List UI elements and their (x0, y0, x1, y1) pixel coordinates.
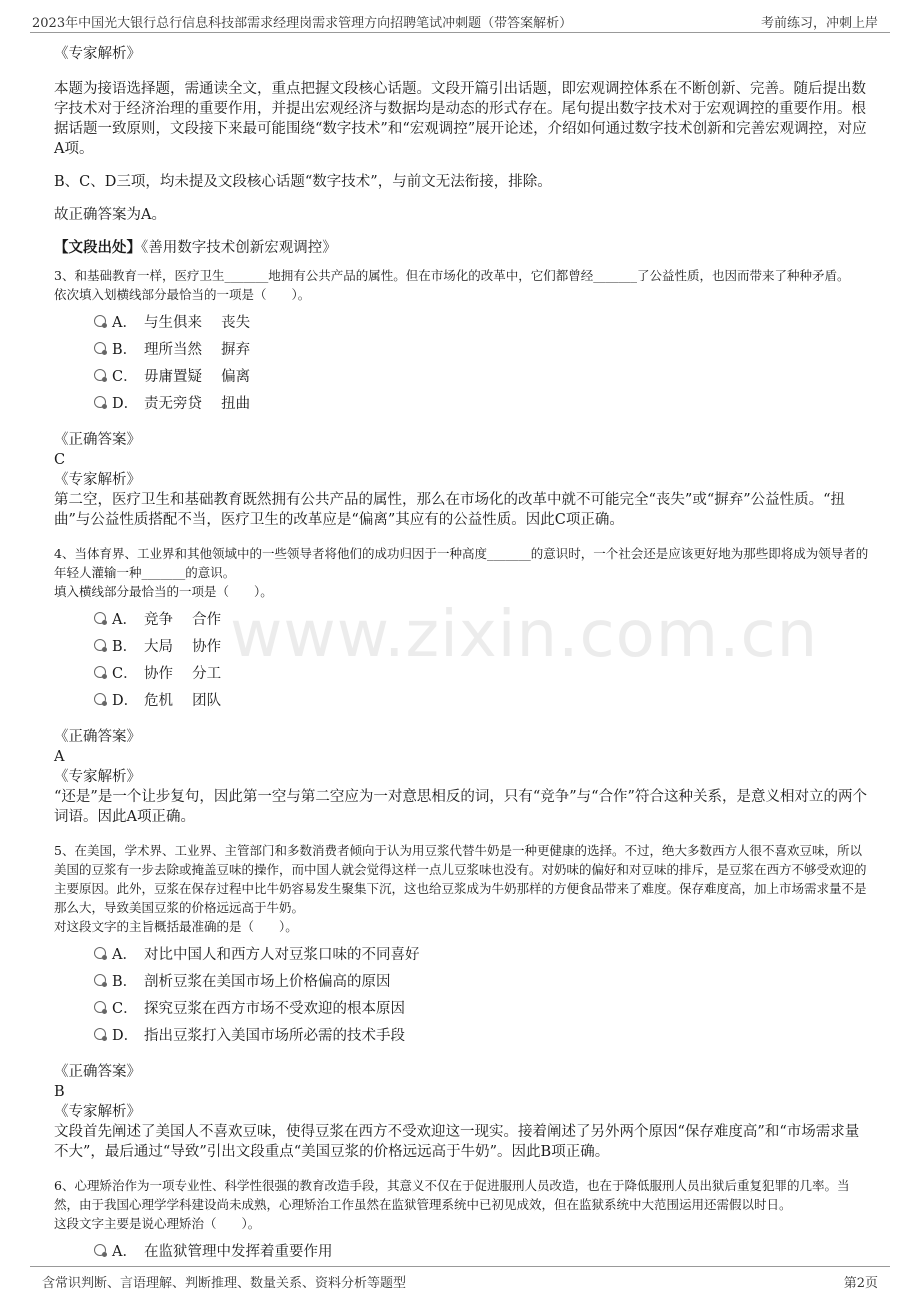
option-c[interactable] (54, 362, 872, 389)
option-b[interactable] (54, 335, 872, 362)
analysis-label: 《专家解析》 (54, 46, 141, 62)
radio-icon[interactable] (94, 1244, 106, 1256)
option-b[interactable] (54, 967, 872, 994)
option-letter: C． (112, 369, 138, 385)
question-3 (54, 266, 872, 530)
question-stem: 6、心理矫治作为一项专业性、科学性很强的教育改造手段，其意义不仅在于促进服刑人员改造，也在于降低服刑人员出狱后重复犯罪的几率。当然，由于我国心理学学科建设尚未成熟，心理矫治工作虽然在监狱管理系统中已初见成效，但在监狱系统中大范围运用还需假以时日。 (54, 1178, 850, 1212)
analysis-text: 文段首先阐述了美国人不喜欢豆味，使得豆浆在西方不受欢迎这一现实。接着阐述了另外两个原因“保存难度高”和“市场需求量不大”，最后通过“导致”引出文段重点“美国豆浆的价格远远高于牛奶”。因此B项正确。 (54, 1124, 860, 1160)
option-letter: A． (112, 612, 137, 628)
option-text: 对比中国人和西方人对豆浆口味的不同喜好 (144, 947, 420, 963)
option-letter: D． (112, 396, 139, 412)
question-prompt: 对这段文字的主旨概括最准确的是（ ）。 (54, 919, 298, 934)
option-a[interactable] (54, 308, 872, 335)
option-letter: A． (112, 1244, 137, 1260)
option-text: 危机 团队 (144, 693, 222, 709)
radio-icon[interactable] (94, 1001, 106, 1013)
option-d[interactable] (54, 1021, 872, 1048)
radio-icon[interactable] (94, 947, 106, 959)
question-5 (54, 841, 872, 1162)
question-stem: 4、当体育界、工业界和其他领域中的一些领导者将他们的成功归因于一种高度_______的意识时，一个社会还是应该更好地为那些即将成为领导者的年轻人灌输一种_______的意识。 (54, 546, 869, 580)
option-d[interactable] (54, 389, 872, 416)
correct-answer: C (54, 452, 66, 468)
option-a[interactable] (54, 605, 872, 632)
option-text: 剖析豆浆在美国市场上价格偏高的原因 (144, 974, 391, 990)
option-a[interactable] (54, 1237, 872, 1264)
radio-icon[interactable] (94, 315, 106, 327)
option-letter: A． (112, 315, 137, 331)
radio-icon[interactable] (94, 369, 106, 381)
source-label: 【文段出处】 (54, 239, 141, 256)
option-text: 理所当然 摒弃 (144, 342, 251, 358)
option-text: 毋庸置疑 偏离 (144, 369, 251, 385)
footer-note: 含常识判断、言语理解、判断推理、数量关系、资料分析等题型 (42, 1276, 407, 1291)
analysis-text: 故正确答案为A。 (54, 207, 166, 223)
option-d[interactable] (54, 686, 872, 713)
page-footer (0, 1266, 920, 1302)
analysis-label: 《专家解析》 (54, 1104, 141, 1120)
option-letter: A． (112, 947, 137, 963)
analysis-text: 第二空，医疗卫生和基础教育既然拥有公共产品的属性，那么在市场化的改革中就不可能完全“丧失”或“摒弃”公益性质。“扭曲”与公益性质搭配不当，医疗卫生的改革应是“偏离”其应有的公益性质。因此C项正确。 (54, 492, 846, 528)
option-text: 责无旁贷 扭曲 (144, 396, 251, 412)
analysis-label: 《专家解析》 (54, 769, 141, 785)
radio-icon[interactable] (94, 666, 106, 678)
option-letter: C． (112, 1001, 138, 1017)
question-stem: 3、和基础教育一样，医疗卫生_______地拥有公共产品的属性。但在市场化的改革中，它们都曾经_______了公益性质，也因而带来了种种矛盾。 (54, 268, 850, 283)
correct-answer: B (54, 1084, 65, 1100)
radio-icon[interactable] (94, 974, 106, 986)
page-content (54, 42, 872, 1264)
radio-icon[interactable] (94, 639, 106, 651)
option-text: 在监狱管理中发挥着重要作用 (144, 1244, 333, 1260)
header-slogan: 考前练习，冲刺上岸 (760, 16, 878, 31)
page-header (0, 0, 920, 34)
option-text: 大局 协作 (144, 639, 222, 655)
watermark: www.zixin.com.cn (230, 598, 819, 672)
analysis-label: 《专家解析》 (54, 472, 141, 488)
question-prompt: 填入横线部分最恰当的一项是（ ）。 (54, 584, 273, 599)
page-number: 第2页 (843, 1276, 878, 1291)
analysis-text: B、C、D三项，均未提及文段核心话题“数字技术”，与前文无法衔接，排除。 (54, 174, 552, 190)
radio-icon[interactable] (94, 693, 106, 705)
option-text: 协作 分工 (144, 666, 222, 682)
radio-icon[interactable] (94, 612, 106, 624)
question-6 (54, 1176, 872, 1264)
question-4 (54, 544, 872, 827)
source-citation (54, 238, 872, 258)
radio-icon[interactable] (94, 1028, 106, 1040)
option-letter: B． (112, 974, 138, 990)
document-title: 2023年中国光大银行总行信息科技部需求经理岗需求管理方向招聘笔试冲刺题（带答案解析） (32, 16, 573, 31)
option-text: 指出豆浆打入美国市场所必需的技术手段 (144, 1028, 405, 1044)
answer-label: 《正确答案》 (54, 432, 141, 448)
footer-divider (30, 1266, 890, 1267)
question-stem: 5、在美国，学术界、工业界、主管部门和多数消费者倾向于认为用豆浆代替牛奶是一种更健康的选择。不过，绝大多数西方人很不喜欢豆味，所以美国的豆浆有一步去除或掩盖豆味的操作，而中国人就会觉得这样一点儿豆浆味也没有。对奶味的偏好和对豆味的排斥，是豆浆在西方不够受欢迎的主要原因。此外，豆浆在保存过程中比牛奶容易发生聚集下沉，这也给豆浆成为牛奶那样的方便食品带来了难度。保存难度高，加上市场需求量不是那么大，导致美国豆浆的价格远远高于牛奶。 (54, 843, 867, 915)
option-letter: C． (112, 666, 138, 682)
option-text: 探究豆浆在西方市场不受欢迎的根本原因 (144, 1001, 405, 1017)
option-c[interactable] (54, 994, 872, 1021)
question-prompt: 这段文字主要是说心理矫治（ ）。 (54, 1216, 261, 1231)
analysis-text: 本题为接语选择题，需通读全文，重点把握文段核心话题。文段开篇引出话题，即宏观调控体系在不断创新、完善。随后提出数字技术对于经济治理的重要作用，并提出宏观经济与数据均是动态的形式存在。尾句提出数字技术对于宏观调控的重要作用。根据话题一致原则，文段接下来最可能围绕“数字技术”和“宏观调控”展开论述，介绍如何通过数字技术创新和完善宏观调控，对应A项。 (54, 81, 867, 157)
radio-icon[interactable] (94, 342, 106, 354)
option-letter: D． (112, 1028, 139, 1044)
option-letter: D． (112, 693, 139, 709)
option-b[interactable] (54, 632, 872, 659)
option-letter: B． (112, 342, 138, 358)
option-text: 与生俱来 丧失 (144, 315, 251, 331)
answer-label: 《正确答案》 (54, 1064, 141, 1080)
radio-icon[interactable] (94, 396, 106, 408)
option-c[interactable] (54, 659, 872, 686)
answer-label: 《正确答案》 (54, 729, 141, 745)
header-divider (30, 32, 890, 33)
option-a[interactable] (54, 940, 872, 967)
option-text: 竞争 合作 (144, 612, 222, 628)
question-prompt: 依次填入划横线部分最恰当的一项是（ ）。 (54, 287, 311, 302)
source-text: 《善用数字技术创新宏观调控》 (141, 240, 337, 256)
analysis-text: “还是”是一个让步复句，因此第一空与第二空应为一对意思相反的词，只有“竞争”与“合作”符合这种关系，是意义相对立的两个词语。因此A项正确。 (54, 789, 867, 825)
correct-answer: A (54, 749, 65, 765)
option-letter: B． (112, 639, 138, 655)
